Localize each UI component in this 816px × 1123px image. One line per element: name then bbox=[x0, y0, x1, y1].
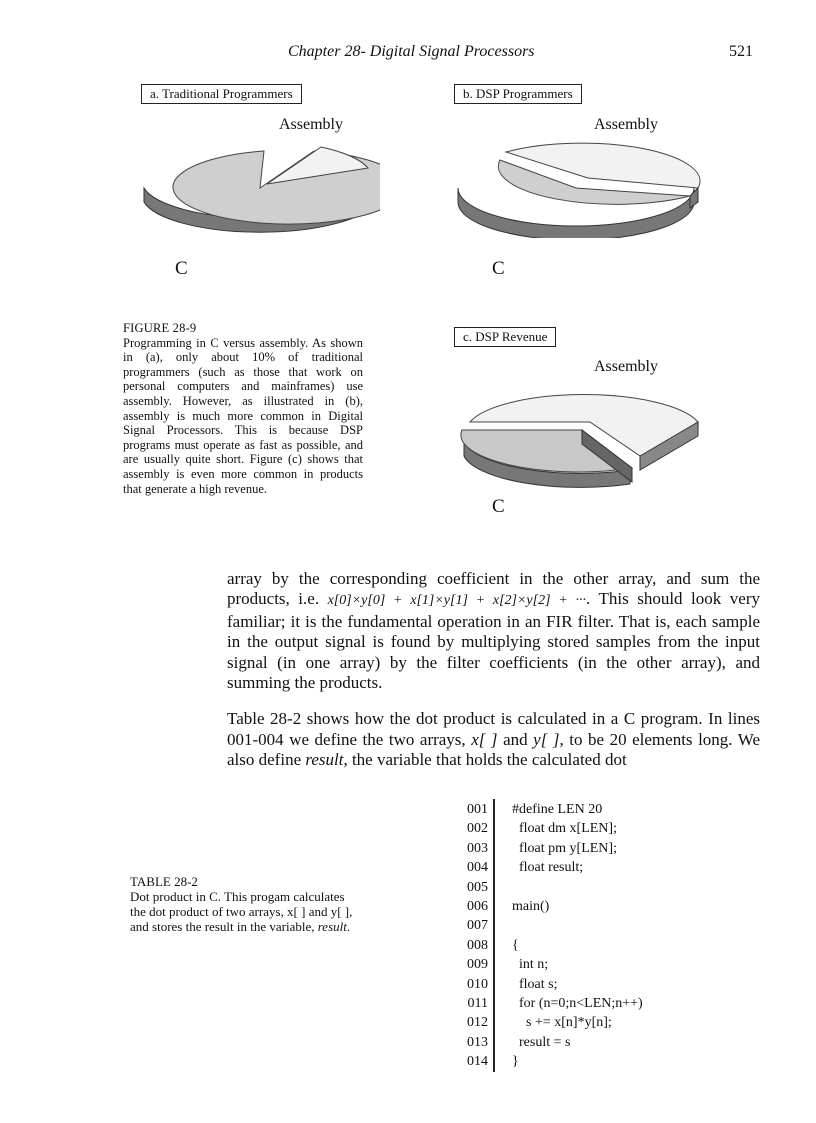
code-line: #define LEN 20 bbox=[512, 802, 603, 817]
code-line-number: 006 bbox=[467, 899, 488, 915]
paragraph-2: Table 28-2 shows how the dot product is calculated in a C program. In lines 001-004 we define the two arrays, x[ ] and y[ ], to be 20 elements long. We also define result, the variable that holds the calculated dot bbox=[227, 709, 761, 770]
code-line: int n; bbox=[512, 957, 549, 973]
code-line-number: 011 bbox=[467, 996, 488, 1012]
code-listing bbox=[512, 800, 643, 1072]
panel-b-assembly-label: Assembly bbox=[594, 116, 658, 133]
code-line-number: 010 bbox=[467, 976, 488, 992]
panel-c-label: c. DSP Revenue bbox=[454, 327, 556, 347]
running-title: Chapter 28- Digital Signal Processors bbox=[288, 43, 535, 60]
table-caption: TABLE 28-2 Dot product in C. This progam calculates the dot product of two arrays, x[ ] and y[ ], and stores the result in the variable, result. bbox=[130, 874, 390, 934]
code-line: result = s bbox=[512, 1034, 571, 1050]
code-line: } bbox=[512, 1054, 519, 1070]
code-line: float s; bbox=[512, 976, 558, 992]
figure-caption bbox=[123, 321, 363, 496]
panel-a-label: a. Traditional Programmers bbox=[141, 84, 302, 104]
figure-caption-text: Programming in C versus assembly. As shown in (a), only about 10% of traditional programmers (such as those that work on personal computers and mainframes) use assembly. However, as illustrated in (b), assembly is much more common in Digital Signal Processors. This is because DSP programs must operate as fast as possible, and are usually quite short. Figure (c) shows that assembly is even more common in products that generate a high revenue. bbox=[123, 335, 363, 496]
code-line-number: 004 bbox=[467, 860, 488, 876]
panel-b-pie bbox=[454, 138, 704, 238]
code-line-number: 001 bbox=[467, 802, 488, 817]
code-line: float pm y[LEN]; bbox=[512, 840, 617, 856]
page-number: 521 bbox=[729, 43, 753, 60]
code-line: s += x[n]*y[n]; bbox=[512, 1015, 612, 1031]
code-line-numbers bbox=[452, 800, 488, 1072]
dot-product-formula: x[0]×y[0] + x[1]×y[1] + x[2]×y[2] + ··· bbox=[327, 593, 587, 609]
body-text bbox=[227, 569, 760, 787]
code-line: for (n=0;n<LEN;n++) bbox=[512, 996, 643, 1012]
page-header bbox=[0, 43, 816, 65]
code-line-number: 014 bbox=[467, 1054, 488, 1070]
panel-c-assembly-label: Assembly bbox=[594, 358, 658, 375]
code-line bbox=[512, 878, 643, 897]
code-line-number: 012 bbox=[467, 1015, 488, 1031]
paragraph-1: array by the corresponding coefficient in the other array, and sum the products, i.e. x[0]×y[0] + x[1]×y[1] + x[2]×y[2] + ···. This should look very familiar; it is the fundamental operation in an FIR filter. That is, each sample in the output signal is found by multiplying stored samples from the input signal (in one array) by the filter coefficients (in the other array), and summing the products. bbox=[227, 569, 760, 693]
code-line-number: 002 bbox=[467, 821, 488, 837]
panel-a-pie bbox=[140, 138, 380, 238]
code-line-number: 003 bbox=[467, 840, 488, 856]
panel-c-c-label: C bbox=[492, 496, 505, 517]
code-line bbox=[512, 916, 643, 935]
code-line: { bbox=[512, 937, 519, 953]
code-line: float dm x[LEN]; bbox=[512, 821, 617, 837]
panel-a-c-label: C bbox=[175, 258, 188, 279]
code-line-number: 013 bbox=[467, 1034, 488, 1050]
panel-b-c-label: C bbox=[492, 258, 505, 279]
code-line-number: 008 bbox=[467, 937, 488, 953]
table-caption-title: TABLE 28-2 bbox=[130, 874, 198, 889]
panel-c-pie bbox=[452, 380, 702, 495]
code-line: float result; bbox=[512, 860, 584, 876]
panel-b-label: b. DSP Programmers bbox=[454, 84, 582, 104]
code-line: main() bbox=[512, 899, 550, 915]
code-divider bbox=[493, 799, 495, 1072]
code-line-number: 007 bbox=[467, 918, 488, 934]
panel-a-assembly-label: Assembly bbox=[279, 116, 343, 133]
code-line-number: 005 bbox=[467, 879, 488, 895]
figure-caption-title: FIGURE 28-9 bbox=[123, 321, 197, 335]
code-line-number: 009 bbox=[467, 957, 488, 973]
